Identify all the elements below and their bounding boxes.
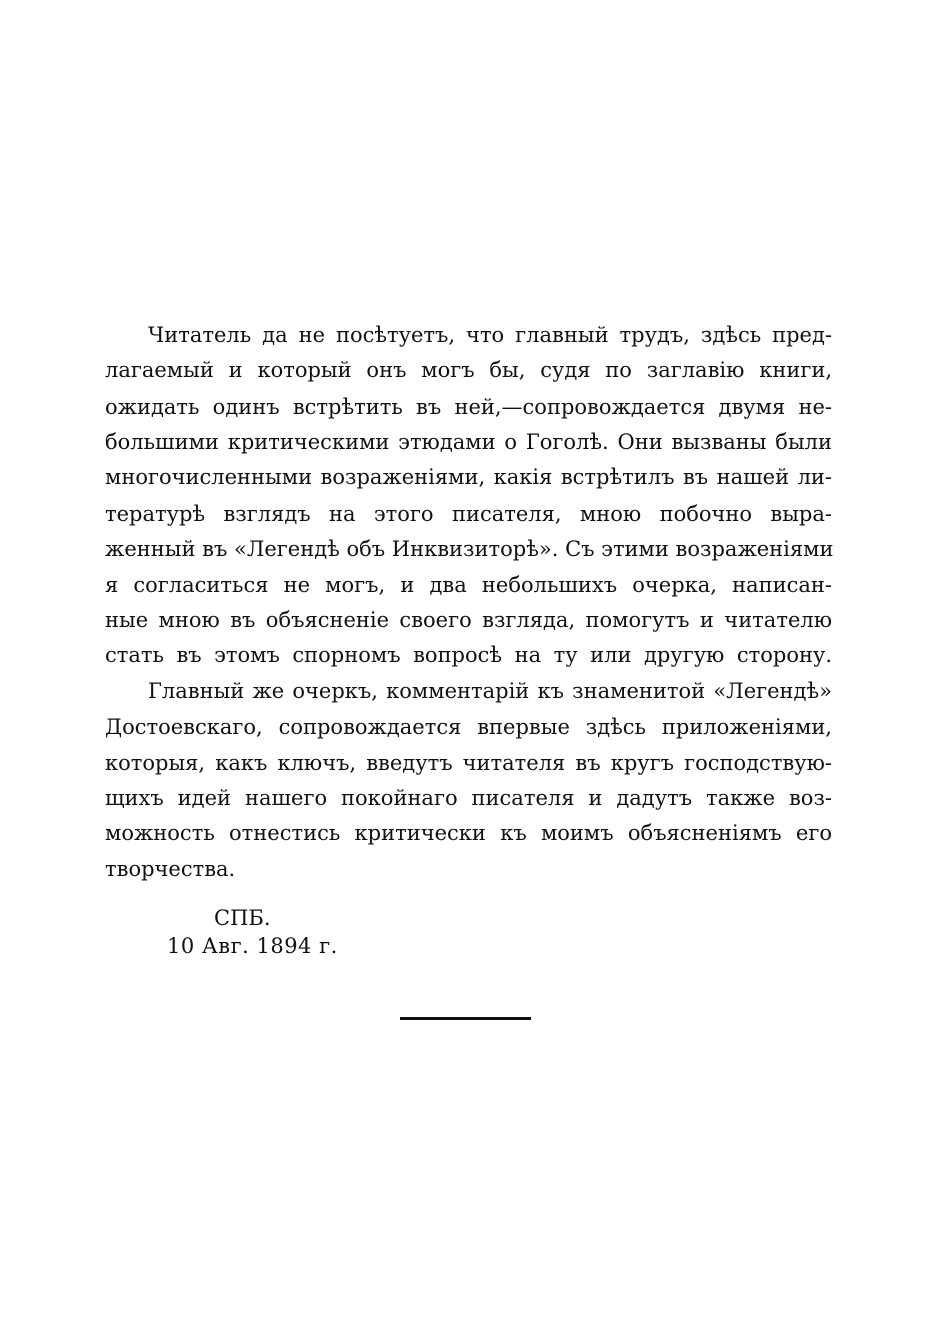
text-line: Главный же очеркъ, комментарій къ знаменитой «Легендѣ» [148, 679, 832, 703]
text-line: творчества. [105, 857, 236, 881]
signature-place: СПБ. [214, 906, 271, 930]
text-line: тературѣ взглядъ на этого писателя, мною побочно выра- [105, 502, 832, 526]
text-line: ожидать одинъ встрѣтить въ ней,—сопровождается двумя не- [105, 395, 832, 419]
section-divider [400, 1017, 531, 1020]
text-line: женный въ «Легендѣ объ Инквизиторѣ». Съ этими возраженіями [105, 537, 834, 561]
text-line: стать въ этомъ спорномъ вопросѣ на ту или другую сторону. [105, 643, 832, 667]
text-line: многочисленными возраженіями, какія встрѣтилъ въ нашей ли- [105, 465, 832, 489]
text-line: щихъ идей нашего покойнаго писателя и дадутъ также воз- [105, 786, 832, 810]
text-line: Читатель да не посѣтуетъ, что главный трудъ, здѣсь пред- [148, 323, 832, 347]
text-line: лагаемый и который онъ могъ бы, судя по заглавію книги, [105, 358, 832, 382]
text-line: ные мною въ объясненіе своего взгляда, помогутъ и читателю [105, 608, 832, 632]
text-line: Достоевскаго, сопровождается впервые здѣсь приложеніями, [105, 715, 832, 739]
text-line: которыя, какъ ключъ, введутъ читателя въ кругъ господствую- [105, 751, 832, 775]
text-line: можность отнестись критически къ моимъ объясненіямъ его [105, 821, 832, 845]
signature-date: 10 Авг. 1894 г. [167, 934, 338, 958]
text-line: большими критическими этюдами о Гоголѣ. Они вызваны были [105, 430, 832, 454]
text-line: я согласиться не могъ, и два небольшихъ очерка, написан- [105, 573, 832, 597]
